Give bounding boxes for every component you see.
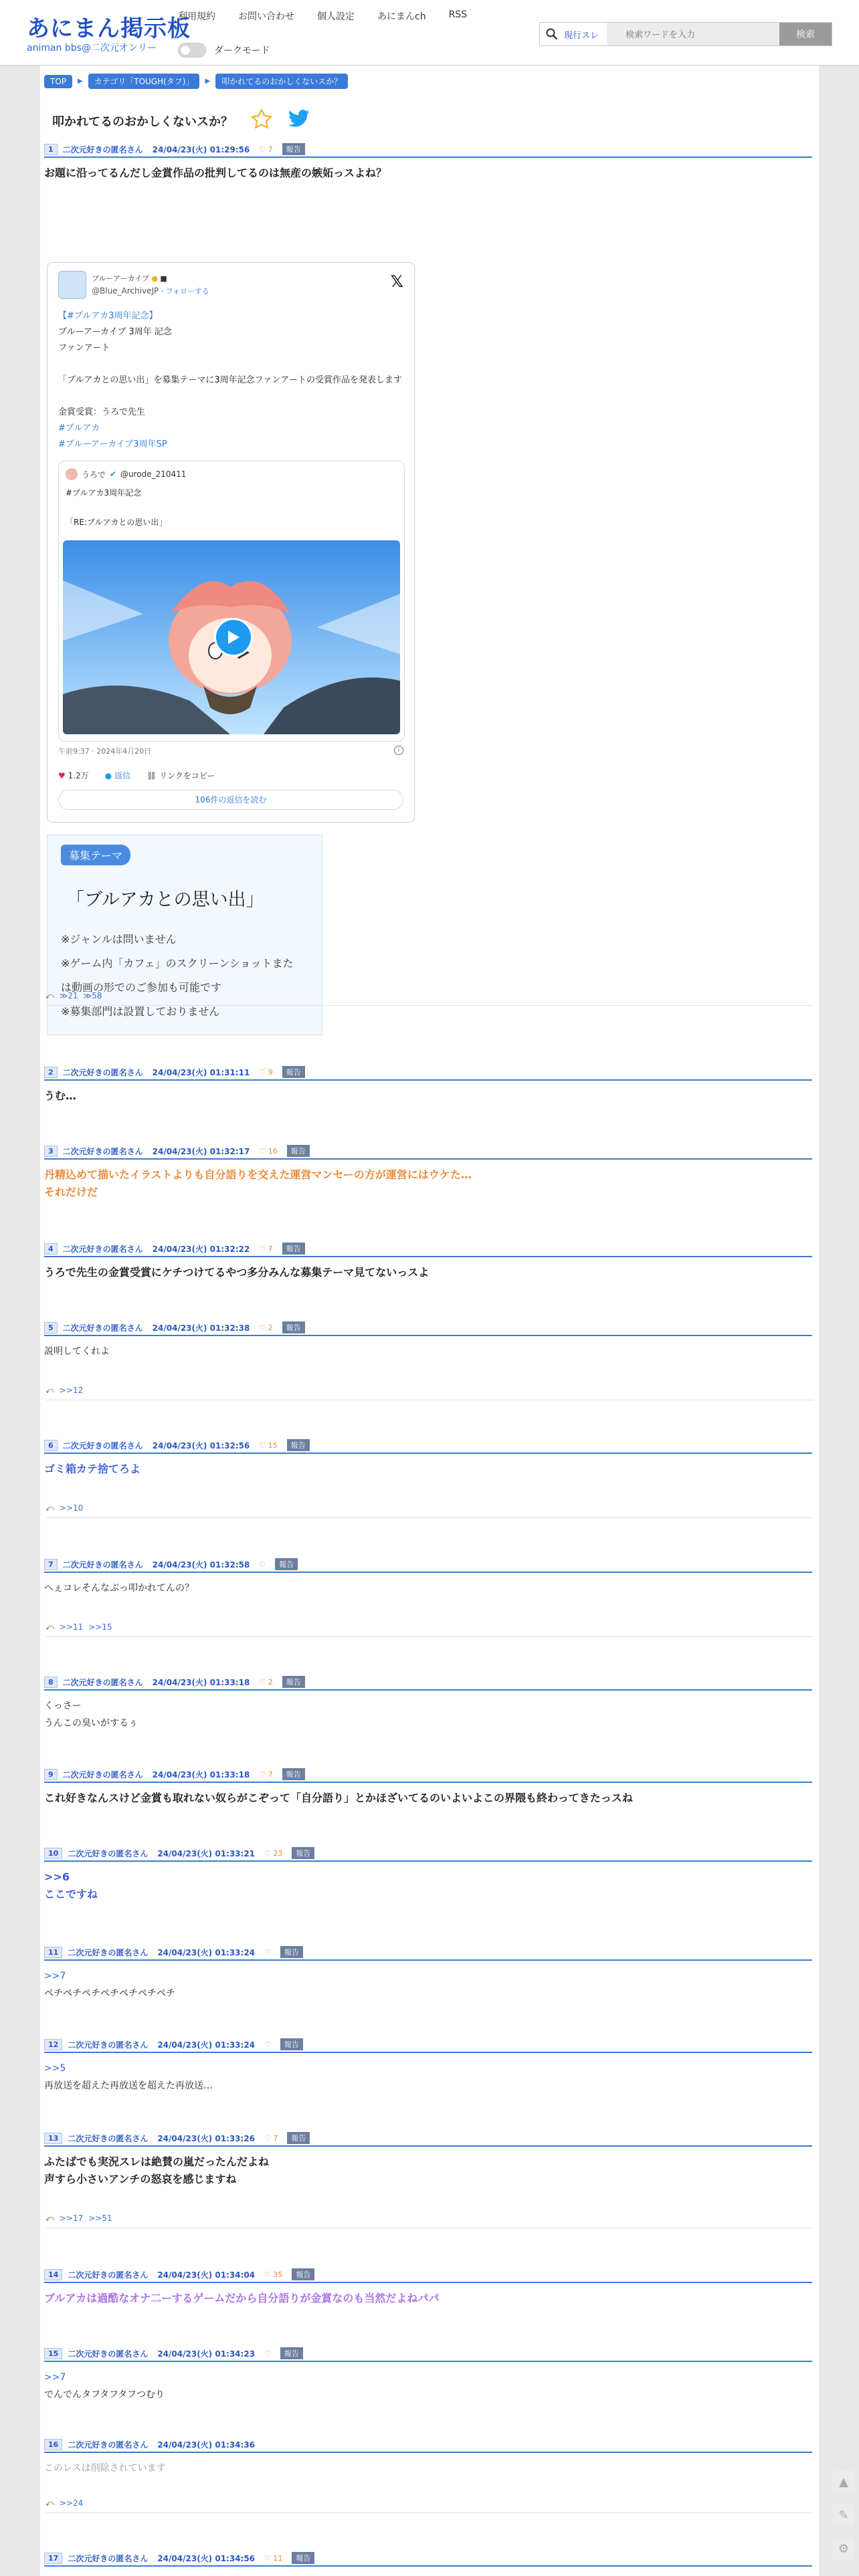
poster-name: 二次元好きの匿名さん	[62, 1323, 143, 1333]
tweet-handle[interactable]: @Blue_ArchiveJP	[92, 286, 159, 296]
scroll-top-icon[interactable]: ▲	[832, 2470, 855, 2493]
reply-links	[45, 1503, 814, 1518]
reply-links	[45, 1386, 814, 1400]
tweet-time[interactable]: 午前9:37 · 2024年4月20日	[58, 747, 152, 756]
anchor-link[interactable]: >>7	[44, 2372, 66, 2383]
report-button[interactable]: 報告	[282, 1676, 305, 1688]
like-count: 35	[273, 2270, 283, 2279]
post-header	[44, 2438, 812, 2453]
theme-note: ※募集部門は設置しておりません	[61, 1005, 220, 1018]
reply-links	[45, 1622, 814, 1637]
post-number[interactable]: 17	[44, 2553, 62, 2564]
post-number[interactable]: 11	[44, 1947, 62, 1958]
anchor-link[interactable]: >>6	[44, 1870, 70, 1883]
theme-title: 「ブルアカとの思い出」	[66, 889, 264, 910]
report-button[interactable]: 報告	[282, 1321, 305, 1333]
post-number[interactable]: 4	[44, 1243, 58, 1255]
like-count: 23	[273, 1848, 283, 1858]
affiliate-badge-icon: ■	[160, 274, 167, 283]
post-line: うんこの臭いがするぅ	[44, 1718, 138, 1729]
like-button[interactable]	[264, 2134, 278, 2143]
poster-name: 二次元好きの匿名さん	[68, 2349, 149, 2359]
post-17	[44, 2552, 812, 2567]
thread-title: 叩かれてるのおかしくないスか？	[52, 114, 233, 129]
post-header	[44, 2132, 812, 2147]
tweet-blank	[58, 356, 406, 372]
reply-link[interactable]: >>51	[88, 2214, 112, 2223]
star-icon[interactable]	[250, 108, 273, 133]
poster-name: 二次元好きの匿名さん	[68, 2440, 149, 2450]
link-icon: ⛓	[147, 771, 157, 780]
post-9	[44, 1768, 812, 1807]
tweet-like-count: 1.2万	[68, 771, 89, 780]
post-date: 24/04/23(火) 01:29:56	[152, 144, 250, 154]
post-number[interactable]: 3	[44, 1146, 58, 1157]
report-button[interactable]: 報告	[282, 1243, 305, 1255]
post-line: でんでんタフタフタフつむり	[44, 2389, 165, 2400]
poster-name: 二次元好きの匿名さん	[68, 2040, 149, 2050]
like-count: 15	[268, 1440, 278, 1450]
post-13	[44, 2132, 812, 2188]
report-button[interactable]: 報告	[282, 143, 305, 155]
heart-icon: ♡	[259, 1067, 266, 1077]
breadcrumb-separator: ▶	[205, 78, 211, 85]
post-date: 24/04/23(火) 01:33:26	[157, 2133, 256, 2143]
search-bar	[539, 22, 832, 46]
like-button[interactable]	[259, 1068, 272, 1077]
report-button[interactable]: 報告	[287, 2132, 310, 2144]
reply-arrow-icon: ⤺	[45, 2214, 54, 2223]
nav-rss[interactable]: RSS	[448, 9, 468, 20]
post-body: 説明してくれよ	[44, 1346, 110, 1357]
like-button[interactable]	[259, 1678, 272, 1687]
report-button[interactable]: 報告	[292, 2268, 314, 2280]
breadcrumb-thread[interactable]: 叩かれてるのおかしくないスか？	[215, 74, 348, 89]
reply-icon: ●	[104, 771, 112, 780]
post-number[interactable]: 12	[44, 2039, 62, 2050]
quoted-text	[66, 486, 167, 530]
play-icon[interactable]	[214, 618, 253, 657]
poster-name: 二次元好きの匿名さん	[62, 1769, 143, 1780]
reply-arrow-icon: ⤺	[45, 2498, 54, 2508]
quoted-handle: @urode_210411	[120, 469, 187, 479]
post-line: ここですね	[44, 1888, 98, 1901]
theme-note: は動画の形でのご参加も可能です	[61, 981, 222, 994]
logo-subtitle: animan bbs@二次元オンリー	[27, 43, 157, 53]
post-date: 24/04/23(火) 01:33:21	[157, 1848, 256, 1858]
anchor-link[interactable]: >>7	[44, 1971, 66, 1981]
post-header	[44, 1847, 812, 1862]
like-button[interactable]	[259, 1560, 266, 1569]
post-body: ゴミ箱カテ捨てろよ	[44, 1463, 141, 1475]
post-date: 24/04/23(火) 01:33:24	[157, 1947, 256, 1957]
tweet-blank	[58, 389, 406, 405]
post-number[interactable]: 10	[44, 1848, 62, 1859]
post-header	[44, 1321, 812, 1336]
tweet-line: 「ブルアカとの思い出」を募集テーマに3周年記念ファンアートの受賞作品を発表します	[58, 375, 402, 385]
heart-icon: ♡	[264, 2349, 271, 2358]
read-replies-button[interactable]: 106件の返信を読む	[58, 790, 403, 810]
thread-title-row	[52, 108, 310, 133]
post-10	[44, 1847, 812, 1903]
poster-name: 二次元好きの匿名さん	[62, 1067, 143, 1077]
reply-link[interactable]: >>12	[59, 1386, 84, 1395]
verified-badge-icon: ●	[151, 274, 158, 283]
post-header	[44, 1439, 812, 1454]
tweet-header	[58, 271, 209, 299]
reply-link[interactable]: ≫58	[83, 991, 102, 1000]
report-button[interactable]: 報告	[282, 1066, 305, 1078]
post-number[interactable]: 8	[44, 1677, 58, 1688]
heart-icon: ♡	[259, 144, 266, 154]
like-button[interactable]	[264, 2270, 282, 2279]
post-header	[44, 1145, 812, 1160]
post-body	[44, 1961, 812, 2002]
poster-name: 二次元好きの匿名さん	[62, 144, 143, 154]
post-header	[44, 1676, 812, 1691]
info-icon[interactable]: i	[394, 746, 403, 755]
like-button[interactable]	[264, 1948, 271, 1957]
reply-link[interactable]: >>11	[59, 1622, 84, 1632]
tweet-copy-link[interactable]	[147, 770, 215, 781]
post-body	[44, 1862, 812, 1903]
post-7	[44, 1558, 812, 1597]
heart-icon: ♡	[259, 1769, 266, 1779]
twitter-bird-icon[interactable]	[288, 110, 310, 132]
post-5	[44, 1321, 812, 1360]
tweet-reply-button[interactable]	[105, 770, 130, 781]
post-number[interactable]: 2	[44, 1067, 58, 1078]
post-header	[44, 2268, 812, 2283]
tweet-hashtag[interactable]: #ブルーアーカイブ3周年SP	[58, 439, 167, 449]
reply-links	[45, 2214, 814, 2228]
post-header	[44, 1768, 812, 1783]
tweet-line: ファンアート	[58, 343, 110, 353]
nav-settings[interactable]: 個人設定	[317, 11, 355, 22]
post-header	[44, 2347, 812, 2362]
poster-name: 二次元好きの匿名さん	[68, 1947, 149, 1957]
quoted-line: #ブルアカ3周年記念	[66, 488, 142, 498]
main-content	[40, 66, 819, 2576]
top-nav	[178, 9, 467, 23]
post-header	[44, 1243, 812, 1257]
post-number[interactable]: 6	[44, 1440, 58, 1451]
post-11	[44, 1946, 812, 2002]
breadcrumb-top[interactable]: TOP	[44, 75, 72, 88]
reply-link[interactable]: >>10	[59, 1503, 84, 1513]
quoted-name: うろで	[82, 469, 106, 479]
post-header	[44, 1558, 812, 1573]
post-header	[44, 1066, 812, 1081]
report-button[interactable]: 報告	[280, 2347, 303, 2359]
dark-mode-control	[178, 43, 270, 58]
poster-name: 二次元好きの匿名さん	[62, 1560, 143, 1570]
like-button[interactable]	[264, 1849, 282, 1858]
quoted-blank	[66, 500, 167, 515]
reply-link[interactable]: ≫21	[59, 991, 78, 1000]
post-body: お題に沿ってるんだし金賞作品の批判してるのは無産の嫉妬っスよね？	[44, 167, 387, 179]
like-count: 7	[268, 144, 273, 154]
report-button[interactable]: 報告	[275, 1558, 298, 1570]
post-line: ふたばでも実況スレは絶賛の嵐だったんだよね	[44, 2155, 270, 2168]
like-count: 7	[268, 1244, 273, 1253]
post-body: これ好きなんスけど金賞も取れない奴らがこぞって「自分語り」とかほざいてるのいよいよこの界隈も終わってきたっスね	[44, 1792, 633, 1804]
heart-icon: ♡	[259, 1677, 266, 1687]
theme-badge: 募集テーマ	[61, 845, 130, 865]
like-button[interactable]	[259, 145, 272, 154]
heart-icon: ♡	[259, 1560, 266, 1569]
quoted-line: 「RE:ブルアカとの思い出」	[66, 518, 167, 527]
post-date: 24/04/23(火) 01:33:18	[152, 1677, 250, 1687]
like-count: 11	[273, 2553, 283, 2563]
tweet-line: ブルーアーカイブ 3周年 記念	[58, 327, 172, 337]
nav-animanch[interactable]: あにまんch	[377, 11, 426, 22]
post-body: ブルアカは過酷なオナ二ーするゲームだから自分語りが金賞なのも当然だよねパパ	[44, 2292, 440, 2304]
like-button[interactable]	[259, 1770, 272, 1779]
reply-link[interactable]: >>24	[59, 2498, 84, 2508]
heart-icon: ♡	[264, 2133, 271, 2143]
like-count: 2	[268, 1323, 273, 1332]
search-button[interactable]: 検索	[779, 23, 832, 45]
poster-name: 二次元好きの匿名さん	[62, 1677, 143, 1687]
post-number[interactable]: 9	[44, 1769, 58, 1780]
post-date: 24/04/23(火) 01:34:23	[157, 2349, 256, 2359]
reply-links	[45, 2498, 814, 2513]
post-6	[44, 1439, 812, 1478]
post-body: うむ…	[44, 1089, 77, 1102]
like-button[interactable]	[259, 1245, 272, 1253]
poster-name: 二次元好きの匿名さん	[68, 2553, 149, 2563]
post-header	[44, 1946, 812, 1961]
post-date: 24/04/23(火) 01:33:18	[152, 1769, 250, 1780]
like-button[interactable]	[259, 1323, 272, 1332]
quoted-avatar	[66, 468, 78, 480]
like-count: 16	[268, 1146, 278, 1156]
quoted-tweet[interactable]	[58, 461, 405, 742]
post-body: へぇコレそんなぶっ叩かれてんの？	[44, 1583, 194, 1594]
dark-mode-label: ダークモード	[214, 45, 270, 56]
tweet-embed[interactable]	[47, 262, 415, 823]
post-date: 24/04/23(火) 01:34:04	[157, 2270, 256, 2280]
reply-arrow-icon: ⤺	[45, 1386, 54, 1395]
report-button[interactable]: 報告	[292, 2552, 314, 2564]
breadcrumb-separator: ▶	[78, 78, 83, 85]
verified-icon: ✔	[109, 469, 116, 479]
post-header	[44, 143, 812, 158]
poster-name: 二次元好きの匿名さん	[68, 2133, 149, 2143]
reply-arrow-icon: ⤺	[45, 1622, 54, 1632]
post-header	[44, 2038, 812, 2053]
tweet-copy-label: リンクをコピー	[159, 771, 215, 780]
theme-notes	[61, 928, 315, 1024]
post-number[interactable]: 15	[44, 2348, 62, 2359]
post-date: 24/04/23(火) 01:34:36	[157, 2440, 256, 2450]
post-date: 24/04/23(火) 01:32:38	[152, 1323, 250, 1333]
like-button[interactable]	[259, 1441, 277, 1450]
report-button[interactable]: 報告	[287, 1145, 310, 1157]
reply-link[interactable]: >>15	[88, 1622, 112, 1632]
post-date: 24/04/23(火) 01:34:56	[157, 2553, 256, 2563]
post-4	[44, 1243, 812, 1281]
post-body	[44, 2362, 812, 2403]
tweet-hashtag[interactable]: #ブルアカ	[58, 423, 100, 433]
post-number[interactable]: 14	[44, 2269, 62, 2280]
post-date: 24/04/23(火) 01:32:58	[152, 1560, 250, 1570]
tweet-account-name[interactable]: ブルーアーカイブ	[92, 274, 149, 283]
site-logo[interactable]	[27, 16, 191, 53]
post-body: うろで先生の金賞受賞にケチつけてるやつ多分みんな募集テーマ見てないっスよ	[44, 1266, 430, 1279]
like-button[interactable]	[264, 2554, 282, 2563]
tweet-avatar[interactable]	[58, 271, 86, 299]
report-button[interactable]: 報告	[282, 1768, 305, 1780]
report-button[interactable]: 報告	[280, 1946, 303, 1958]
tweet-actions	[58, 770, 215, 781]
post-body	[44, 2053, 812, 2095]
post-date: 24/04/23(火) 01:31:11	[152, 1067, 250, 1077]
poster-name: 二次元好きの匿名さん	[62, 1440, 143, 1451]
post-line: それだけだ	[44, 1186, 98, 1198]
like-button[interactable]	[259, 1147, 277, 1156]
post-8	[44, 1676, 812, 1732]
heart-icon: ♡	[264, 2270, 271, 2279]
post-number[interactable]: 13	[44, 2133, 62, 2144]
poster-name: 二次元好きの匿名さん	[68, 2270, 149, 2280]
like-count: 2	[268, 1677, 273, 1687]
post-date: 24/04/23(火) 01:32:17	[152, 1146, 250, 1156]
deleted-post-notice: このレスは削除されています	[44, 2463, 166, 2474]
tweet-text	[58, 308, 406, 453]
like-count: 7	[268, 1769, 273, 1779]
tweet-reply-label: 返信	[114, 771, 131, 780]
dark-mode-toggle[interactable]	[178, 43, 206, 58]
tweet-author: ブルーアーカイブ ● ■ @Blue_ArchiveJP · フォローする	[92, 274, 209, 296]
heart-icon: ♡	[264, 2553, 271, 2563]
nav-contact[interactable]: お問い合わせ	[238, 11, 294, 22]
post-date: 24/04/23(火) 01:32:22	[152, 1244, 250, 1254]
report-button[interactable]: 報告	[280, 2038, 303, 2050]
post-2	[44, 1066, 812, 1105]
heart-icon: ♡	[264, 1848, 271, 1858]
post-15	[44, 2347, 812, 2403]
nav-terms[interactable]: 利用規約	[178, 11, 215, 22]
report-button[interactable]: 報告	[292, 1847, 314, 1859]
poster-name: 二次元好きの匿名さん	[68, 1848, 149, 1858]
site-header	[0, 0, 859, 66]
post-line: 再放送を超えた再放送を超えた再放送…	[44, 2080, 213, 2091]
heart-icon: ♡	[264, 2040, 271, 2049]
x-logo-icon[interactable]: 𝕏	[390, 272, 403, 291]
post-line: ペチペチペチペチペチペチペチ	[44, 1988, 175, 1999]
post-14	[44, 2268, 812, 2307]
heart-icon: ♡	[264, 1947, 271, 1957]
logo-title: あにまん掲示板	[27, 15, 191, 42]
post-date: 24/04/23(火) 01:32:56	[152, 1440, 250, 1451]
reply-arrow-icon: ⤺	[45, 991, 54, 1000]
theme-note: ※ジャンルは問いません	[61, 933, 177, 946]
breadcrumb-category[interactable]: カテゴリ「TOUGH(タフ)」	[88, 74, 200, 89]
search-mode-select[interactable]: 現行スレ	[564, 30, 599, 41]
theme-note: ※ゲーム内「カフェ」のスクリーンショットまた	[61, 957, 294, 970]
heart-icon: ♡	[259, 1323, 266, 1332]
post-number[interactable]: 16	[44, 2439, 62, 2450]
like-button[interactable]	[264, 2040, 271, 2049]
pencil-icon[interactable]: ✎	[832, 2504, 855, 2527]
like-count: 7	[273, 2133, 278, 2143]
post-12	[44, 2038, 812, 2095]
post-number[interactable]: 7	[44, 1559, 58, 1570]
post-date: 24/04/23(火) 01:33:24	[157, 2040, 256, 2050]
heart-icon: ♡	[259, 1440, 266, 1450]
post-16	[44, 2438, 812, 2477]
post-3	[44, 1145, 812, 1201]
tweet-like-button[interactable]	[58, 770, 89, 781]
heart-icon: ♥	[58, 771, 66, 780]
poster-name: 二次元好きの匿名さん	[62, 1244, 143, 1254]
tweet-line[interactable]: 【#ブルアカ3周年記念】	[58, 311, 158, 321]
like-count: 9	[268, 1067, 273, 1077]
poster-name: 二次元好きの匿名さん	[62, 1146, 143, 1156]
report-button[interactable]: 報告	[287, 1439, 310, 1451]
search-icon	[540, 28, 564, 40]
anchor-link[interactable]: >>5	[44, 2063, 66, 2074]
reply-links	[45, 991, 814, 1006]
post-body	[44, 2147, 812, 2188]
post-line: 丹精込めて描いたイラストよりも自分語りを交えた運営マンセーの方が運営にはウケた…	[44, 1168, 472, 1181]
post-body	[44, 1691, 812, 1732]
post-1	[44, 143, 812, 182]
reply-link[interactable]: >>17	[59, 2214, 84, 2223]
post-header	[44, 2552, 812, 2567]
follow-link[interactable]: フォローする	[165, 286, 209, 296]
post-body	[44, 1160, 812, 1201]
heart-icon: ♡	[259, 1244, 266, 1253]
post-line: 声すら小さいアンチの怒哀を感じますね	[44, 2173, 237, 2185]
tweet-line: 金賞受賞：うろで先生	[58, 407, 145, 417]
search-input[interactable]	[607, 23, 779, 45]
post-line: くっさー	[44, 1701, 82, 1711]
gear-icon[interactable]: ⚙	[832, 2537, 855, 2560]
reply-arrow-icon: ⤺	[45, 1503, 54, 1513]
heart-icon: ♡	[259, 1146, 266, 1156]
like-button[interactable]	[264, 2349, 271, 2358]
breadcrumb	[44, 74, 348, 89]
quoted-header	[66, 468, 186, 480]
post-number[interactable]: 5	[44, 1322, 58, 1333]
post-number[interactable]: 1	[44, 144, 58, 155]
